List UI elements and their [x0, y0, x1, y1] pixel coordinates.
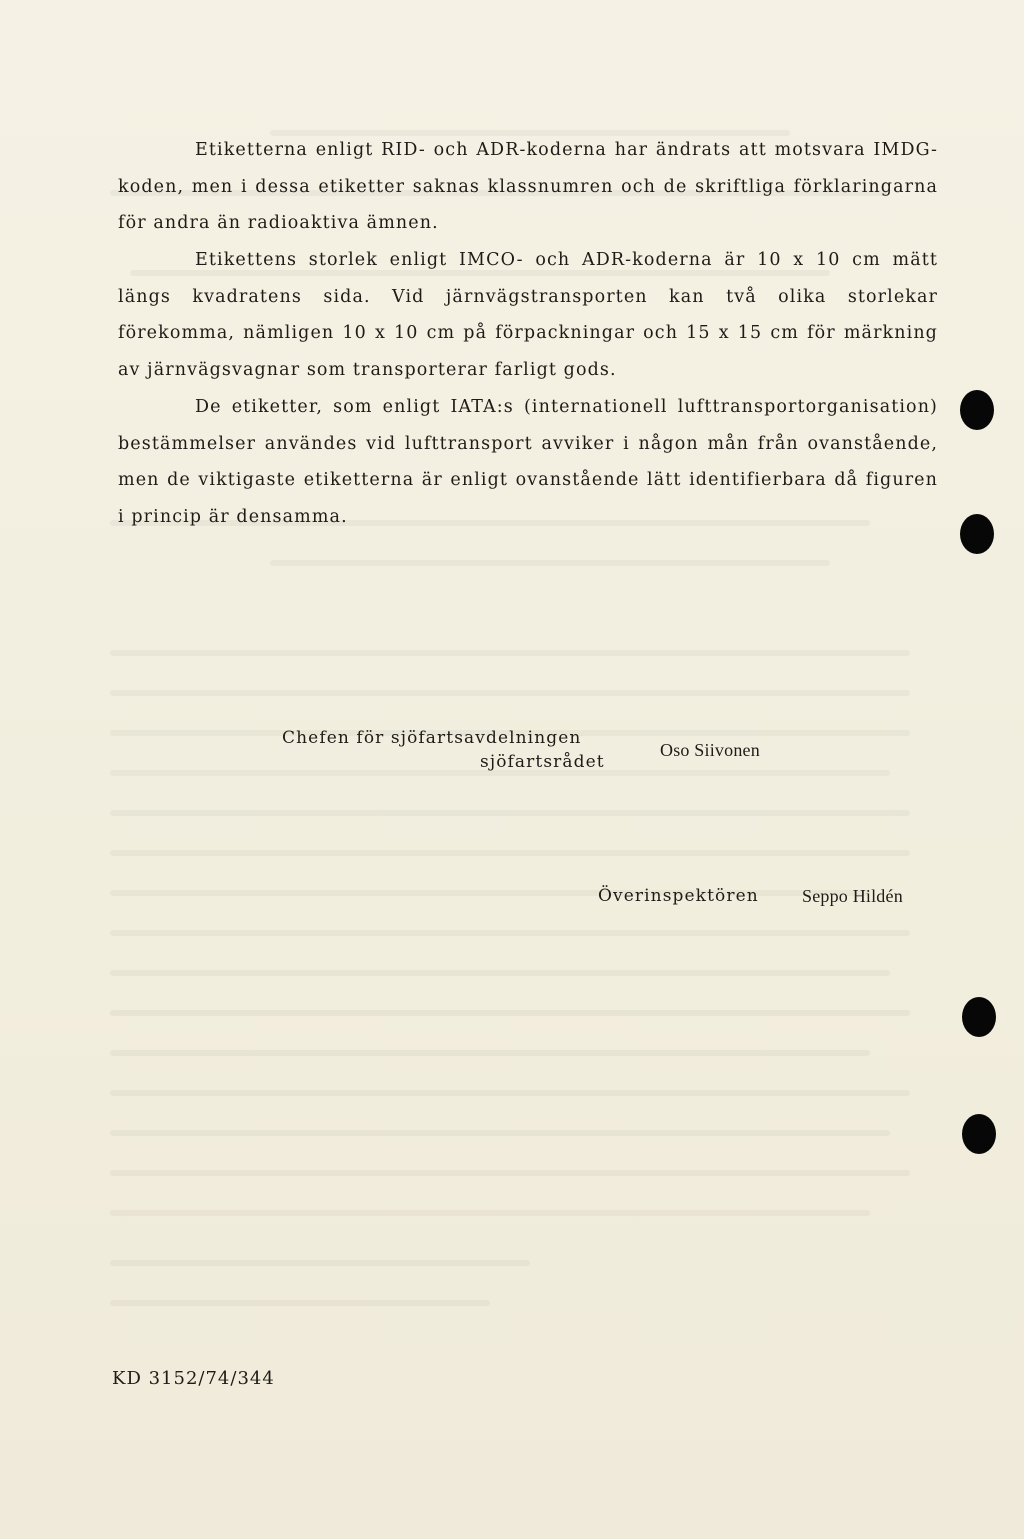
paragraph-text: Etiketterna enligt RID- och ADR-koderna har ändrats att motsvara IMDG-koden, men i dessa etiketter saknas klassnumren och de skriftliga förklaringarna för andra än radioaktiva ämnen. — [118, 140, 938, 234]
paragraph-label-changes — [118, 132, 938, 242]
signature-title-line1: Chefen för sjöfartsavdelningen — [282, 728, 582, 748]
punch-hole — [960, 390, 994, 430]
signatory-name-first: Oso Siivonen — [660, 740, 760, 760]
signature-title-line2: sjöfartsrådet — [480, 752, 605, 772]
punch-hole — [962, 997, 996, 1037]
punch-hole — [960, 514, 994, 554]
paragraph-label-size — [118, 242, 938, 389]
signature-title-second: Överinspektören — [598, 886, 759, 906]
paragraph-text: De etiketter, som enligt IATA:s (internationell lufttransportorganisation) bestämmelser användes vid lufttransport avviker i någon mån från ovanstående, men de viktigaste etiketterna är enligt ovanstående lätt identifierbara då figuren i princip är densamma. — [118, 397, 938, 528]
punch-hole — [962, 1114, 996, 1154]
paragraph-iata — [118, 389, 938, 536]
paragraph-text: Etikettens storlek enligt IMCO- och ADR-koderna är 10 x 10 cm mätt längs kvadratens sida. Vid järnvägstransporten kan två olika storlekar förekomma, nämligen 10 x 10 cm på förpackningar och 15 x 15 cm för märkning av järnvägsvagnar som transporterar farligt gods. — [118, 250, 938, 381]
signatory-name-second: Seppo Hildén — [802, 886, 903, 906]
document-reference-number: KD 3152/74/344 — [112, 1368, 275, 1389]
